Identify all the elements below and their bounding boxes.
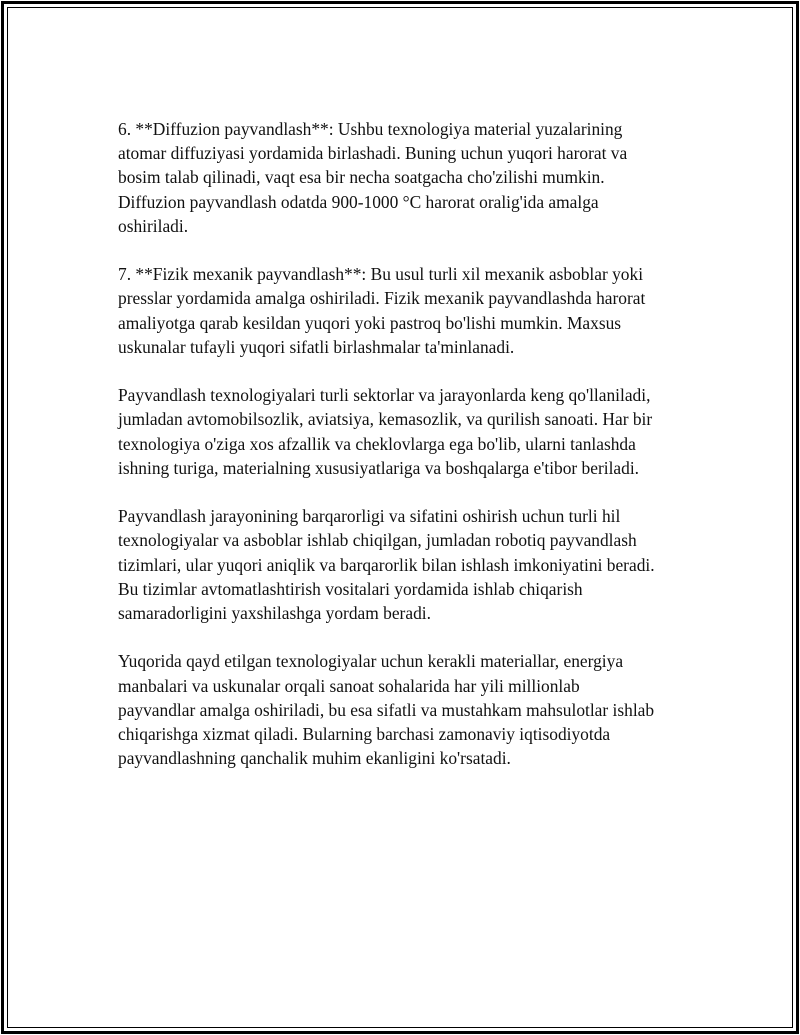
- paragraph-conclusion: [118, 649, 698, 770]
- text-line: 6. **Diffuzion payvandlash**: Ushbu texnologiya material yuzalarining: [118, 119, 623, 139]
- text-line: ishning turiga, materialning xususiyatlariga va boshqalarga e'tibor beriladi.: [118, 457, 640, 478]
- paragraph-physical-mechanical-welding: [118, 262, 698, 359]
- text-line: Diffuzion payvandlash odatda 900-1000 °C harorat oralig'ida amalga: [118, 191, 599, 212]
- text-line: Yuqorida qayd etilgan texnologiyalar uchun kerakli materiallar, energiya: [118, 651, 624, 672]
- text-line: payvandlashning qanchalik muhim ekanligini ko'rsatadi.: [118, 748, 511, 769]
- text-line: payvandlar amalga oshiriladi, bu esa sifatli va mustahkam mahsulotlar ishlab: [118, 699, 655, 720]
- paragraph-welding-applications: [118, 383, 698, 480]
- text-line: Payvandlash texnologiyalari turli sektorlar va jarayonlarda keng qo'llaniladi,: [118, 385, 651, 406]
- text-line: Bu tizimlar avtomatlashtirish vositalari yordamida ishlab chiqarish: [118, 578, 583, 599]
- text-line: jumladan avtomobilsozlik, aviatsiya, kemasozlik, va qurilish sanoati. Har bir: [118, 409, 653, 430]
- text-line: chiqarishga xizmat qiladi. Bularning barchasi zamonaviy iqtisodiyotda: [118, 724, 611, 745]
- text-line: bosim talab qilinadi, vaqt esa bir necha soatgacha cho'zilishi mumkin.: [118, 167, 605, 188]
- text-line: Payvandlash jarayonining barqarorligi va sifatini oshirish uchun turli hil: [118, 506, 621, 527]
- text-line: tizimlari, ular yuqori aniqlik va barqarorlik bilan ishlash imkoniyatini beradi.: [118, 554, 655, 575]
- text-line: texnologiyalar va asboblar ishlab chiqilgan, jumladan robotiq payvandlash: [118, 530, 637, 551]
- paragraph-welding-process-quality: [118, 504, 698, 625]
- text-line: texnologiya o'ziga xos afzallik va cheklovlarga ega bo'lib, ularni tanlashda: [118, 433, 636, 454]
- paragraph-diffusion-welding: [118, 117, 698, 238]
- text-line: amaliyotga qarab kesildan yuqori yoki pastroq bo'lishi mumkin. Maxsus: [118, 312, 622, 333]
- text-line: samaradorligini yaxshilashga yordam beradi.: [118, 603, 431, 624]
- text-line: atomar diffuziyasi yordamida birlashadi. Buning uchun yuqori harorat va: [118, 143, 628, 164]
- document-body: [118, 117, 698, 795]
- text-line: manbalari va uskunalar orqali sanoat sohalarida har yili millionlab: [118, 675, 580, 696]
- text-line: 7. **Fizik mexanik payvandlash**: Bu usul turli xil mexanik asboblar yoki: [118, 264, 644, 285]
- text-line: uskunalar tufayli yuqori sifatli birlashmalar ta'minlanadi.: [118, 336, 515, 357]
- text-line: presslar yordamida amalga oshiriladi. Fizik mexanik payvandlashda harorat: [118, 288, 646, 309]
- text-line: oshiriladi.: [118, 215, 189, 236]
